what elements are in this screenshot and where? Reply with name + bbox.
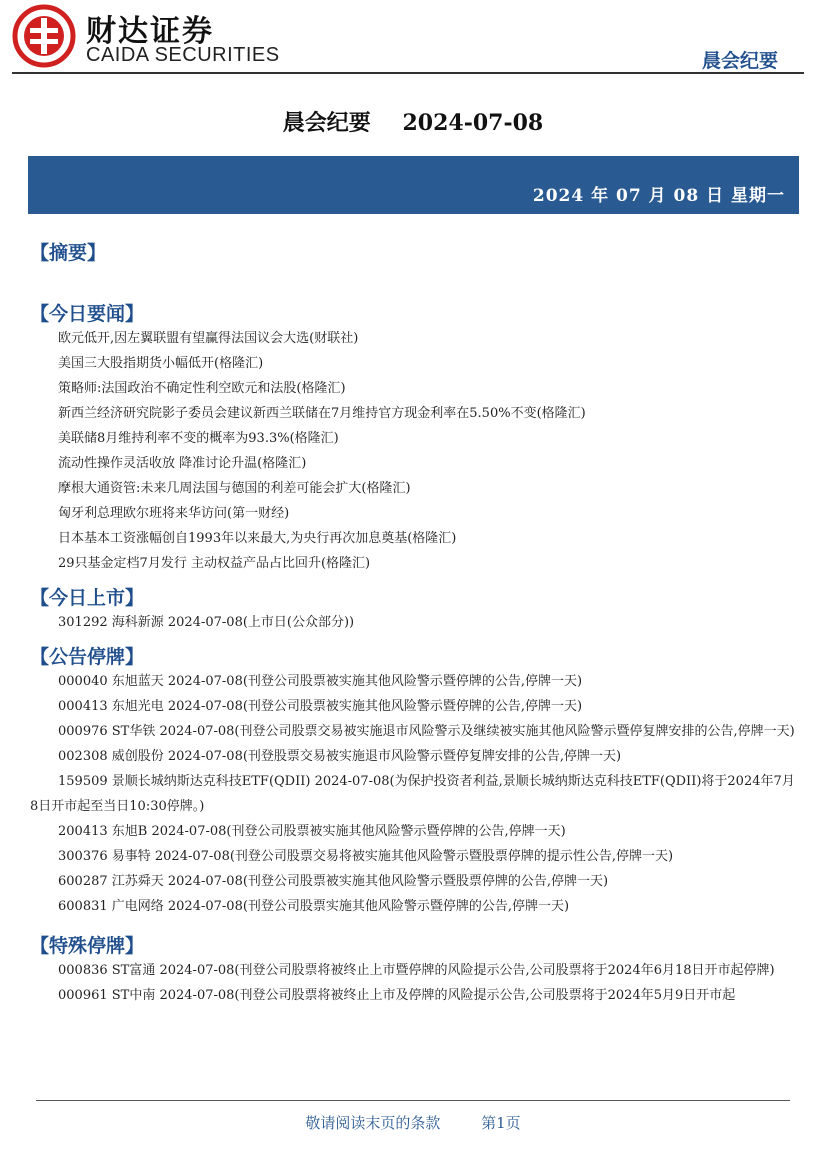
page-title xyxy=(0,106,826,137)
suspension-item: 300376 易事特 2024-07-08(刊登公司股票交易将被实施其他风险警示暨股票停牌的提示性公告,停牌一天) xyxy=(58,849,674,864)
section-title-special: 【特殊停牌】 xyxy=(30,935,145,957)
logo-chinese-name: 财达证券 xyxy=(86,14,214,49)
suspension-item: 000976 ST华铁 2024-07-08(刊登公司股票交易被实施退市风险警示及继续被实施其他风险警示暨停复牌安排的公告,停牌一天) xyxy=(58,724,795,739)
news-item: 策略师:法国政治不确定性利空欧元和法股(格隆汇) xyxy=(58,381,346,396)
news-item: 日本基本工资涨幅创自1993年以来最大,为央行再次加息奠基(格隆汇) xyxy=(58,531,457,546)
suspension-list xyxy=(30,669,796,919)
footer-divider xyxy=(36,1100,790,1101)
title-date: 2024-07-08 xyxy=(402,110,544,136)
section-title-news: 【今日要闻】 xyxy=(30,303,145,325)
news-item: 摩根大通资管:未来几周法国与德国的利差可能会扩大(格隆汇) xyxy=(58,481,411,496)
suspension-item: 600287 江苏舜天 2024-07-08(刊登公司股票被实施其他风险警示暨股票停牌的公告,停牌一天) xyxy=(58,874,609,889)
suspension-item: 002308 威创股份 2024-07-08(刊登股票交易被实施退市风险警示暨停复牌安排的公告,停牌一天) xyxy=(58,749,622,764)
section-title-suspension: 【公告停牌】 xyxy=(30,646,145,668)
suspension-item: 000413 东旭光电 2024-07-08(刊登公司股票被实施其他风险警示暨停牌的公告,停牌一天) xyxy=(58,699,583,714)
special-list xyxy=(30,958,796,1008)
company-logo-icon xyxy=(12,4,76,68)
news-item: 美联储8月维持利率不变的概率为93.3%(格隆汇) xyxy=(58,431,339,446)
suspension-item: 159509 景顺长城纳斯达克科技ETF(QDII) 2024-07-08(为保护投资者利益,景顺长城纳斯达克科技ETF(QDII)将于2024年7月8日开市起至当日10:30停牌。) xyxy=(30,774,795,814)
logo-english-name: CAIDA SECURITIES xyxy=(86,44,280,66)
news-item: 匈牙利总理欧尔班将来华访问(第一财经) xyxy=(58,506,290,521)
header-report-tag: 晨会纪要 xyxy=(701,50,778,72)
title-name: 晨会纪要 xyxy=(282,110,371,136)
news-item: 流动性操作灵活收放 降准讨论升温(格隆汇) xyxy=(58,456,307,471)
section-title-summary: 【摘要】 xyxy=(30,242,107,264)
suspension-item: 000040 东旭蓝天 2024-07-08(刊登公司股票被实施其他风险警示暨停牌的公告,停牌一天) xyxy=(58,674,583,689)
footer-notice: 敬请阅读末页的条款 xyxy=(305,1114,441,1132)
news-item: 欧元低开,因左翼联盟有望赢得法国议会大选(财联社) xyxy=(58,331,359,346)
suspension-item: 600831 广电网络 2024-07-08(刊登公司股票实施其他风险警示暨停牌的公告,停牌一天) xyxy=(58,899,570,914)
header-divider xyxy=(12,72,804,74)
special-item: 000961 ST中南 2024-07-08(刊登公司股票将被终止上市及停牌的风险提示公告,公司股票将于2024年5月9日开市起 xyxy=(58,988,736,1003)
news-item: 29只基金定档7月发行 主动权益产品占比回升(格隆汇) xyxy=(58,556,371,571)
listing-item: 301292 海科新源 2024-07-08(上市日(公众部分)) xyxy=(58,615,355,630)
section-title-listing: 【今日上市】 xyxy=(30,587,145,609)
suspension-item: 200413 东旭B 2024-07-08(刊登公司股票被实施其他风险警示暨停牌的公告,停牌一天) xyxy=(58,824,566,839)
banner-date: 2024 年 07 月 08 日 星期一 xyxy=(532,186,785,206)
news-list xyxy=(30,326,796,576)
footer-page-number: 第1页 xyxy=(481,1114,521,1132)
report-content xyxy=(30,232,796,1008)
news-item: 美国三大股指期货小幅低开(格隆汇) xyxy=(58,356,264,371)
news-item: 新西兰经济研究院影子委员会建议新西兰联储在7月维持官方现金利率在5.50%不变(格隆汇) xyxy=(58,406,586,421)
date-banner xyxy=(28,156,799,214)
page-footer xyxy=(0,1112,826,1133)
special-item: 000836 ST富通 2024-07-08(刊登公司股票将被终止上市暨停牌的风险提示公告,公司股票将于2024年6月18日开市起停牌) xyxy=(58,963,775,978)
